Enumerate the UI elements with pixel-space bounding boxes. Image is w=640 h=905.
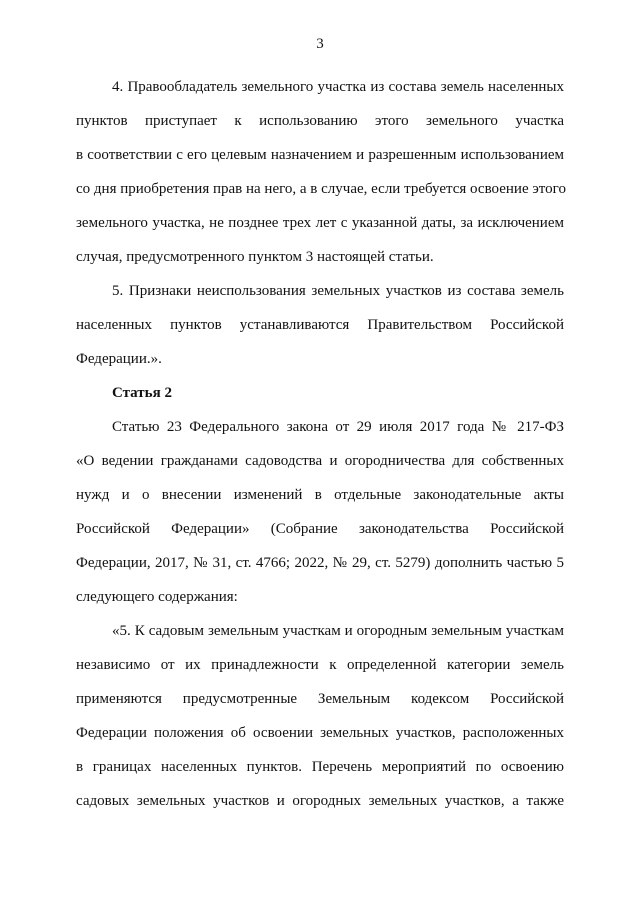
paragraph-line: Российской Федерации» (Собрание законодательства Российской (76, 521, 564, 537)
paragraph-line: в соответствии с его целевым назначением и разрешенным использованием (76, 147, 564, 163)
paragraph-line: «О ведении гражданами садоводства и огородничества для собственных (76, 453, 564, 469)
paragraph-line: садовых земельных участков и огородных земельных участков, а также (76, 793, 564, 809)
paragraph-line: со дня приобретения прав на него, а в случае, если требуется освоение этого (76, 181, 566, 197)
page-number: 3 (316, 36, 324, 52)
paragraph-line: Статью 23 Федерального закона от 29 июля 2017 года № 217-ФЗ (112, 419, 564, 435)
article-heading: Статья 2 (112, 385, 172, 401)
paragraph-line: применяются предусмотренные Земельным кодексом Российской (76, 691, 564, 707)
paragraph-line: населенных пунктов устанавливаются Правительством Российской (76, 317, 564, 333)
paragraph-line: независимо от их принадлежности к определенной категории земель (76, 657, 564, 673)
paragraph-line: 4. Правообладатель земельного участка из состава земель населенных (112, 79, 564, 95)
paragraph-line: 5. Признаки неиспользования земельных участков из состава земель (112, 283, 564, 299)
paragraph-line: Федерации положения об освоении земельных участков, расположенных (76, 725, 564, 741)
paragraph-line: следующего содержания: (76, 589, 238, 605)
paragraph-line: «5. К садовым земельным участкам и огородным земельным участкам (112, 623, 564, 639)
paragraph-line: земельного участка, не позднее трех лет с указанной даты, за исключением (76, 215, 564, 231)
paragraph-line: Федерации.». (76, 351, 162, 367)
paragraph-line: пунктов приступает к использованию этого земельного участка (76, 113, 564, 129)
paragraph-line: в границах населенных пунктов. Перечень мероприятий по освоению (76, 759, 564, 775)
paragraph-line: нужд и о внесении изменений в отдельные законодательные акты (76, 487, 564, 503)
paragraph-line: Федерации, 2017, № 31, ст. 4766; 2022, № 29, ст. 5279) дополнить частью 5 (76, 555, 564, 571)
paragraph-line: случая, предусмотренного пунктом 3 настоящей статьи. (76, 249, 434, 265)
